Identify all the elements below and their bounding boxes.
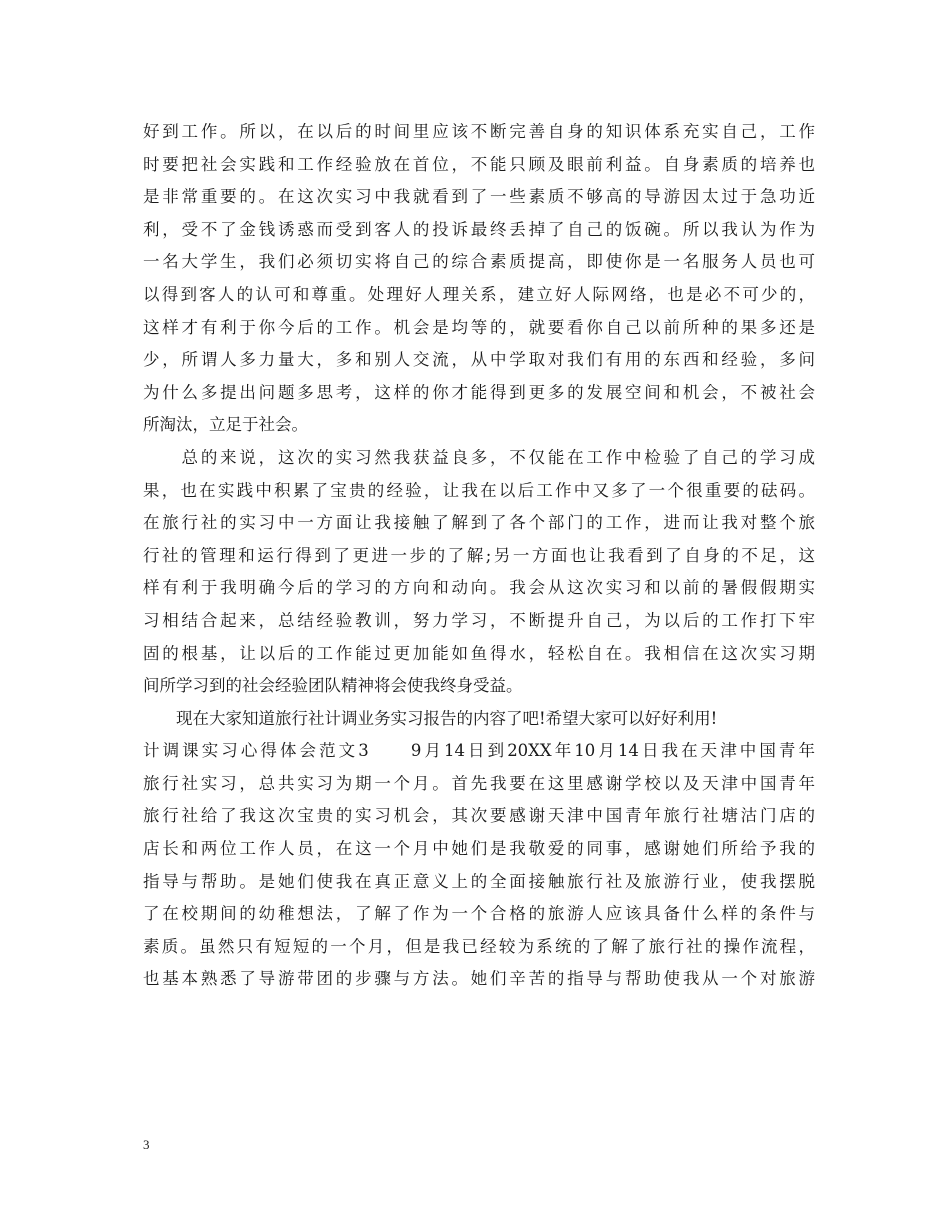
text-line: 现在大家知道旅行社计调业务实习报告的内容了吧!希望大家可以好好利用!: [143, 708, 718, 728]
text-line: 店长和两位工作人员，在这一个月中她们是我敬爱的同事，感谢她们所给予我的: [143, 839, 815, 859]
text-line: 少，所谓人多力量大，多和别人交流，从中学取对我们有用的东西和经验，多问: [143, 350, 815, 370]
page-number: 3: [143, 1137, 150, 1152]
text-line: 计调课实习心得体会范文3 9月14日到20XX年10月14日我在天津中国青年: [143, 741, 815, 761]
text-line: 行社的管理和运行得到了更进一步的了解;另一方面也让我看到了自身的不足，这: [143, 545, 815, 565]
text-line: 好到工作。所以，在以后的时间里应该不断完善自身的知识体系充实自己，工作: [143, 122, 815, 141]
text-line: 是非常重要的。在这次实习中我就看到了一些素质不够高的导游因太过于急功近: [143, 187, 815, 207]
text-line: 以得到客人的认可和尊重。处理好人理关系，建立好人际网络，也是必不可少的，: [143, 284, 815, 304]
text-line: 时要把社会实践和工作经验放在首位，不能只顾及眼前利益。自身素质的培养也: [143, 154, 815, 174]
text-line: 一名大学生，我们必须切实将自己的综合素质提高，即使你是一名服务人员也可: [143, 252, 815, 272]
text-line: 所淘汰，立足于社会。: [143, 415, 308, 435]
text-line: 间所学习到的社会经验团队精神将会使我终身受益。: [143, 676, 523, 696]
text-line: 旅行社实习，总共实习为期一个月。首先我要在这里感谢学校以及天津中国青年: [143, 773, 815, 793]
document-body: [143, 116, 815, 996]
text-line: 也基本熟悉了导游带团的步骤与方法。她们辛苦的指导与帮助使我从一个对旅游: [143, 969, 815, 989]
text-line: 为什么多提出问题多思考，这样的你才能得到更多的发展空间和机会，不被社会: [143, 382, 815, 402]
text-line: 指导与帮助。是她们使我在真正意义上的全面接触旅行社及旅游行业，使我摆脱: [143, 871, 815, 891]
text-line: 在旅行社的实习中一方面让我接触了解到了各个部门的工作，进而让我对整个旅: [143, 513, 815, 533]
text-line: 习相结合起来，总结经验教训，努力学习，不断提升自己，为以后的工作打下牢: [143, 610, 815, 630]
text-line: 素质。虽然只有短短的一个月，但是我已经较为系统的了解了旅行社的操作流程，: [143, 936, 815, 956]
text-line: 这样才有利于你今后的工作。机会是均等的，就要看你自己以前所种的果多还是: [143, 317, 815, 337]
text-line: 样有利于我明确今后的学习的方向和动向。我会从这次实习和以前的暑假假期实: [143, 578, 815, 598]
text-line: 利，受不了金钱诱惑而受到客人的投诉最终丢掉了自己的饭碗。所以我认为作为: [143, 219, 815, 239]
text-line: 旅行社给了我这次宝贵的实习机会，其次要感谢天津中国青年旅行社塘沽门店的: [143, 806, 815, 826]
text-line: 果，也在实践中积累了宝贵的经验，让我在以后工作中又多了一个很重要的砝码。: [143, 480, 815, 500]
text-line: 总的来说，这次的实习然我获益良多，不仅能在工作中检验了自己的学习成: [143, 447, 815, 467]
text-line: 固的根基，让以后的工作能过更加能如鱼得水，轻松自在。我相信在这次实习期: [143, 643, 815, 663]
text-line: 了在校期间的幼稚想法，了解了作为一个合格的旅游人应该具备什么样的条件与: [143, 904, 815, 924]
